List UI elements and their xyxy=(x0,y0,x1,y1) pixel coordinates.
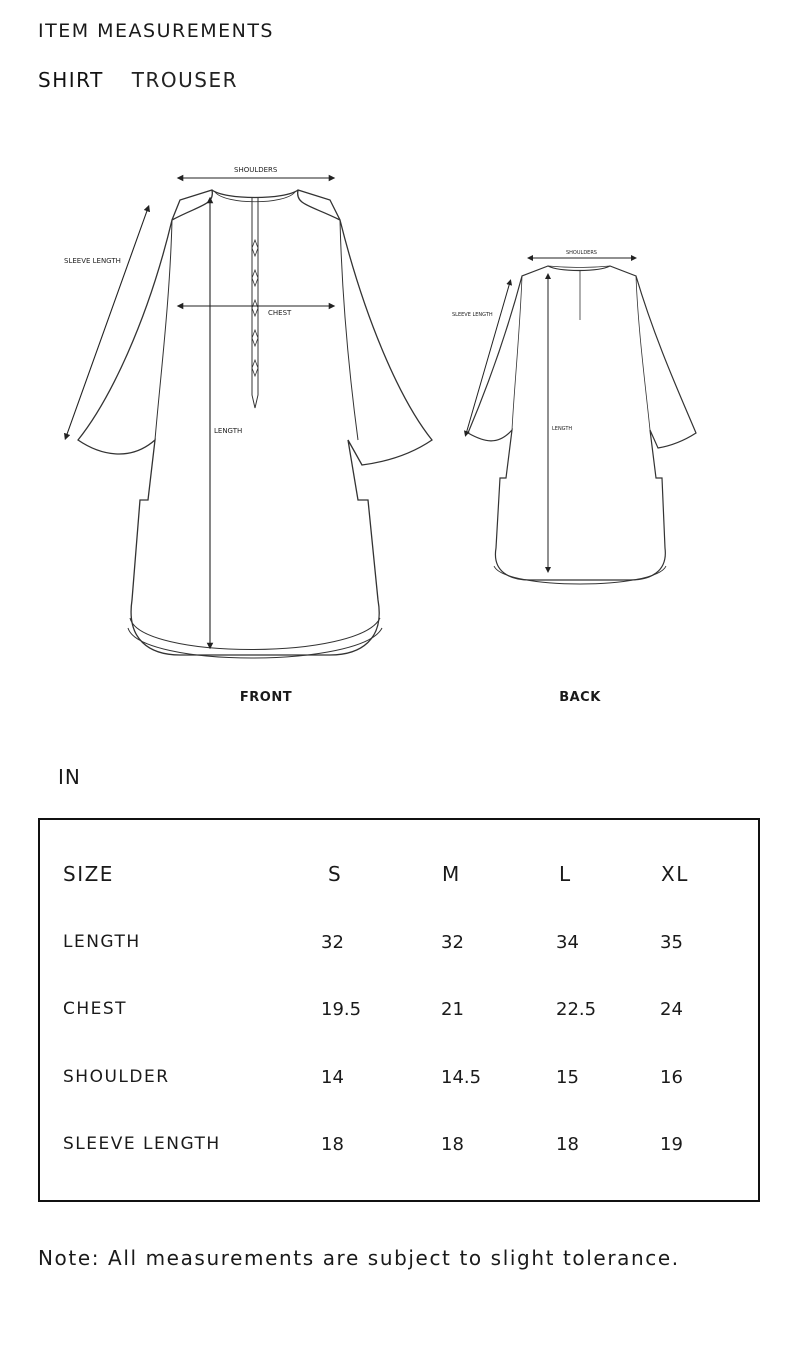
cell-shoulder-l: 15 xyxy=(556,1067,579,1088)
row-label-length: LENGTH xyxy=(63,932,141,952)
header-m: M xyxy=(442,862,461,886)
tab-shirt[interactable]: SHIRT xyxy=(38,68,104,92)
front-chest-annotation: CHEST xyxy=(268,309,292,317)
cell-chest-s: 19.5 xyxy=(321,999,362,1020)
front-sleeve-length-annotation: SLEEVE LENGTH xyxy=(64,257,121,265)
tab-trouser[interactable]: TROUSER xyxy=(131,68,239,92)
cell-chest-m: 21 xyxy=(441,999,464,1020)
front-shoulders-annotation: SHOULDERS xyxy=(234,166,278,174)
cell-shoulder-m: 14.5 xyxy=(441,1067,482,1088)
front-length-annotation: LENGTH xyxy=(214,427,243,435)
cell-sleeve-s: 18 xyxy=(321,1134,344,1155)
row-label-sleeve-length: SLEEVE LENGTH xyxy=(63,1134,221,1154)
back-shoulders-annotation: SHOULDERS xyxy=(566,250,597,256)
table-row xyxy=(40,999,758,1029)
table-row xyxy=(40,1134,758,1164)
back-view-label: BACK xyxy=(559,690,601,705)
back-sleeve-length-annotation: SLEEVE LENGTH xyxy=(452,312,493,318)
header-s: S xyxy=(328,862,343,886)
garment-diagram xyxy=(0,150,800,710)
cell-sleeve-l: 18 xyxy=(556,1134,579,1155)
cell-shoulder-s: 14 xyxy=(321,1067,344,1088)
cell-length-xl: 35 xyxy=(660,932,683,953)
page-title: ITEM MEASUREMENTS xyxy=(38,20,274,42)
header-xl: XL xyxy=(661,862,689,886)
table-row xyxy=(40,932,758,962)
cell-chest-xl: 24 xyxy=(660,999,683,1020)
cell-sleeve-xl: 19 xyxy=(660,1134,683,1155)
front-shirt-drawing xyxy=(78,190,432,658)
cell-shoulder-xl: 16 xyxy=(660,1067,683,1088)
tolerance-note: Note: All measurements are subject to slight tolerance. xyxy=(38,1246,680,1270)
back-shirt-drawing xyxy=(468,266,696,584)
unit-label: IN xyxy=(58,765,81,789)
front-view-label: FRONT xyxy=(239,690,293,705)
header-size: SIZE xyxy=(63,862,114,886)
cell-length-m: 32 xyxy=(441,932,464,953)
back-length-annotation: LENGTH xyxy=(552,426,573,432)
size-chart-table xyxy=(38,818,760,1202)
table-header-row xyxy=(40,862,758,892)
table-row xyxy=(40,1067,758,1097)
cell-sleeve-m: 18 xyxy=(441,1134,464,1155)
row-label-chest: CHEST xyxy=(63,999,128,1019)
cell-chest-l: 22.5 xyxy=(556,999,597,1020)
header-l: L xyxy=(559,862,572,886)
garment-tabs xyxy=(38,68,238,92)
cell-length-l: 34 xyxy=(556,932,579,953)
cell-length-s: 32 xyxy=(321,932,344,953)
row-label-shoulder: SHOULDER xyxy=(63,1067,170,1087)
